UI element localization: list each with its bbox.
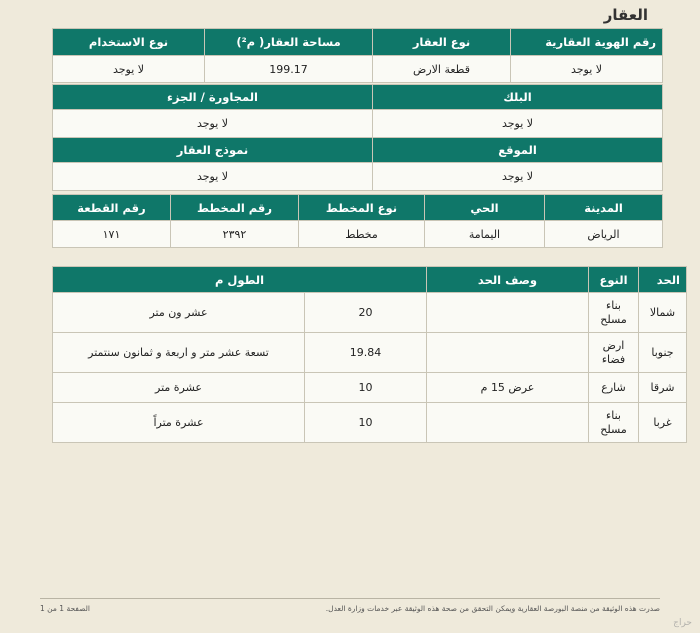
header-plan-type: نوع المخطط [299,195,425,221]
value-block: لا يوجد [373,110,663,138]
header-property-type: نوع العقار [373,29,511,56]
header-block: البلك [373,85,663,110]
table-row [53,293,687,333]
block-table [52,84,663,191]
header-neighborhood-part: المجاورة / الجزء [53,85,373,110]
footer-divider [40,598,660,599]
value-usage-type: لا يوجد [53,56,205,83]
table-row [53,373,687,403]
table-row [53,403,687,443]
header-property-id: رقم الهوية العقارية [511,29,663,56]
table-row [53,333,687,373]
boundaries-table [52,266,687,443]
header-property-model: نموذج العقار [53,138,373,163]
property-table [52,28,663,83]
value-plan-type: مخطط [299,221,425,248]
boundary-description [427,293,589,333]
value-neighborhood-part: لا يوجد [53,110,373,138]
value-area: 199.17 [205,56,373,83]
value-property-id: لا يوجد [511,56,663,83]
value-location: لا يوجد [373,163,663,191]
watermark: حراج [673,618,692,628]
length-text: عشر ون متر [53,293,305,333]
length-value: 10 [305,373,427,403]
boundary-description: عرض 15 م [427,373,589,403]
length-text: تسعة عشر متر و اربعة و ثمانون سنتمتر [53,333,305,373]
header-length: الطول م [53,267,427,293]
header-boundary-type: النوع [589,267,639,293]
boundary-description [427,403,589,443]
header-boundary-description: وصف الحد [427,267,589,293]
boundary-side: غربا [639,403,687,443]
header-area: مساحة العقار( م²) [205,29,373,56]
value-city: الرياض [545,221,663,248]
boundary-type: شارع [589,373,639,403]
boundary-type: بناء مسلح [589,403,639,443]
value-district: اليمامة [425,221,545,248]
location-table [52,194,663,248]
boundary-side: جنوبا [639,333,687,373]
header-plan-number: رقم المخطط [171,195,299,221]
length-value: 20 [305,293,427,333]
value-property-type: قطعة الارض [373,56,511,83]
value-parcel-number: ١٧١ [53,221,171,248]
page-number: الصفحة 1 من 1 [40,604,90,613]
length-value: 10 [305,403,427,443]
boundary-description [427,333,589,373]
footer-note: صدرت هذه الوثيقة من منصة البورصة العقارية ويمكن التحقق من صحة هذه الوثيقة عبر خدمات وزارة العدل. [325,604,660,613]
value-property-model: لا يوجد [53,163,373,191]
length-value: 19.84 [305,333,427,373]
boundary-side: شمالا [639,293,687,333]
page-title: العقار [603,6,648,24]
boundary-side: شرقا [639,373,687,403]
header-boundary-side: الحد [639,267,687,293]
boundary-type: ارض فضاء [589,333,639,373]
value-plan-number: ٢٣٩٢ [171,221,299,248]
length-text: عشرة متراً [53,403,305,443]
header-parcel-number: رقم القطعة [53,195,171,221]
length-text: عشرة متر [53,373,305,403]
boundary-type: بناء مسلح [589,293,639,333]
header-location: الموقع [373,138,663,163]
header-city: المدينة [545,195,663,221]
header-district: الحي [425,195,545,221]
header-usage-type: نوع الاستخدام [53,29,205,56]
